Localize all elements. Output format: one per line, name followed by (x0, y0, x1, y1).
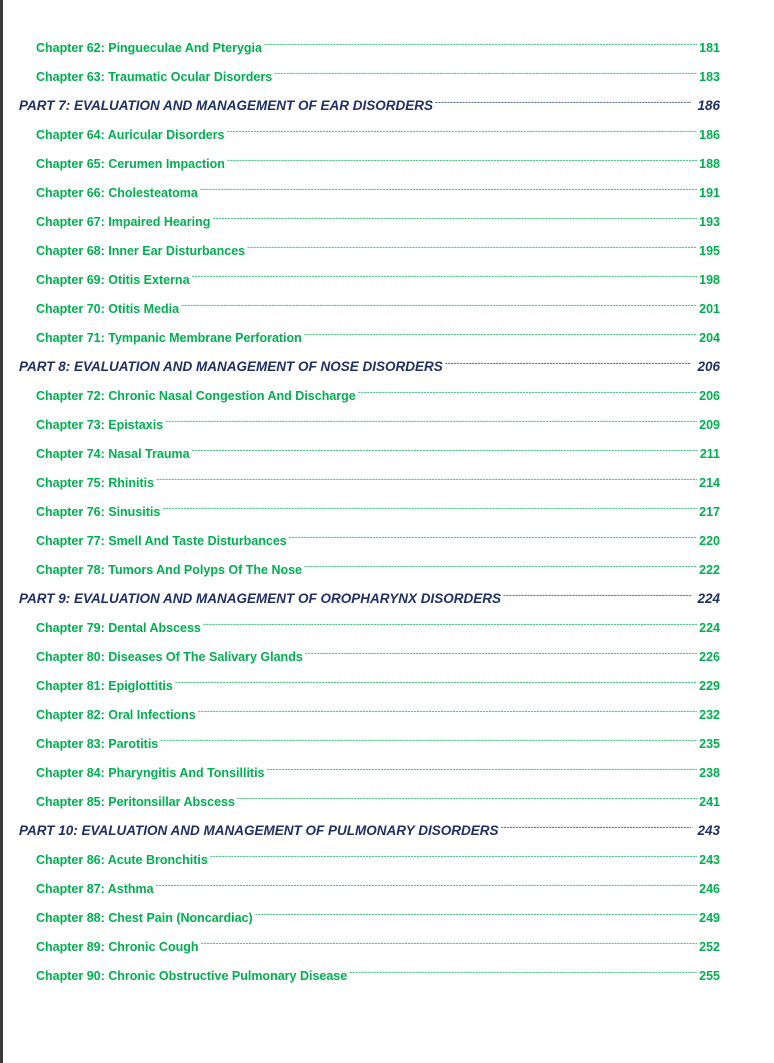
dot-leader (181, 301, 697, 313)
toc-chapter-entry[interactable] (0, 212, 774, 241)
entry-page-number: 181 (699, 41, 720, 55)
entry-title: Chapter 77: Smell And Taste Disturbances (36, 534, 287, 548)
toc-chapter-entry[interactable] (0, 734, 774, 763)
dot-leader (358, 388, 697, 400)
dot-leader (247, 243, 697, 255)
entry-page-number: 238 (699, 766, 720, 780)
dot-leader (267, 765, 698, 777)
entry-title: Chapter 80: Diseases Of The Salivary Glands (36, 650, 303, 664)
dot-leader (349, 968, 697, 980)
entry-page-number: 255 (699, 969, 720, 983)
toc-chapter-entry[interactable] (0, 560, 774, 589)
toc-chapter-entry[interactable] (0, 67, 774, 96)
toc-part-entry[interactable] (0, 589, 774, 618)
entry-title: Chapter 72: Chronic Nasal Congestion And Discharge (36, 389, 356, 403)
entry-title: PART 8: EVALUATION AND MANAGEMENT OF NOSE DISORDERS (19, 359, 443, 374)
entry-page-number: 195 (699, 244, 720, 258)
entry-page-number: 224 (697, 591, 720, 606)
entry-page-number: 206 (697, 359, 720, 374)
toc-chapter-entry[interactable] (0, 299, 774, 328)
entry-title: PART 10: EVALUATION AND MANAGEMENT OF PULMONARY DISORDERS (19, 823, 499, 838)
entry-page-number: 206 (699, 389, 720, 403)
dot-leader (156, 881, 698, 893)
dot-leader (201, 939, 698, 951)
entry-title: Chapter 90: Chronic Obstructive Pulmonary Disease (36, 969, 348, 983)
toc-chapter-entry[interactable] (0, 618, 774, 647)
entry-title: Chapter 86: Acute Bronchitis (36, 853, 208, 867)
entry-title: Chapter 62: Pingueculae And Pterygia (36, 41, 262, 55)
entry-page-number: 198 (699, 273, 720, 287)
entry-page-number: 229 (699, 679, 720, 693)
entry-page-number: 183 (699, 70, 720, 84)
dot-leader (445, 359, 692, 371)
entry-title: Chapter 68: Inner Ear Disturbances (36, 244, 246, 258)
toc-chapter-entry[interactable] (0, 531, 774, 560)
dot-leader (203, 620, 697, 632)
entry-title: PART 9: EVALUATION AND MANAGEMENT OF OROPHARYNX DISORDERS (19, 591, 502, 606)
entry-title: Chapter 87: Asthma (36, 882, 154, 896)
toc-part-entry[interactable] (0, 96, 774, 125)
dot-leader (226, 127, 697, 139)
entry-page-number: 191 (699, 186, 720, 200)
toc-chapter-entry[interactable] (0, 937, 774, 966)
toc-chapter-entry[interactable] (0, 328, 774, 357)
entry-page-number: 193 (699, 215, 720, 229)
entry-title: Chapter 81: Epiglottitis (36, 679, 173, 693)
entry-page-number: 214 (699, 476, 720, 490)
dot-leader (200, 185, 697, 197)
entry-page-number: 209 (699, 418, 720, 432)
entry-page-number: 243 (699, 853, 720, 867)
entry-page-number: 241 (699, 795, 720, 809)
dot-leader (192, 272, 698, 284)
toc-chapter-entry[interactable] (0, 850, 774, 879)
entry-page-number: 186 (697, 98, 720, 113)
dot-leader (227, 156, 697, 168)
dot-leader (304, 562, 697, 574)
toc-part-entry[interactable] (0, 821, 774, 850)
toc-chapter-entry[interactable] (0, 444, 774, 473)
entry-page-number: 186 (699, 128, 720, 142)
entry-title: Chapter 75: Rhinitis (36, 476, 155, 490)
toc-chapter-entry[interactable] (0, 647, 774, 676)
dot-leader (210, 852, 697, 864)
dot-leader (175, 678, 697, 690)
entry-page-number: 188 (699, 157, 720, 171)
entry-page-number: 217 (699, 505, 720, 519)
entry-title: Chapter 66: Cholesteatoma (36, 186, 198, 200)
entry-title: Chapter 78: Tumors And Polyps Of The Nose (36, 563, 303, 577)
entry-page-number: 220 (699, 534, 720, 548)
entry-page-number: 243 (697, 823, 720, 838)
toc-part-entry[interactable] (0, 357, 774, 386)
dot-leader (237, 794, 697, 806)
entry-title: Chapter 64: Auricular Disorders (36, 128, 225, 142)
entry-page-number: 204 (699, 331, 720, 345)
dot-leader (212, 214, 697, 226)
dot-leader (255, 910, 697, 922)
table-of-contents (0, 38, 774, 995)
entry-title: Chapter 63: Traumatic Ocular Disorders (36, 70, 273, 84)
dot-leader (503, 591, 691, 603)
dot-leader (156, 475, 697, 487)
entry-page-number: 222 (699, 563, 720, 577)
entry-page-number: 232 (699, 708, 720, 722)
toc-chapter-entry[interactable] (0, 154, 774, 183)
entry-page-number: 224 (699, 621, 720, 635)
toc-chapter-entry[interactable] (0, 473, 774, 502)
dot-leader (305, 649, 697, 661)
toc-chapter-entry[interactable] (0, 502, 774, 531)
toc-chapter-entry[interactable] (0, 386, 774, 415)
entry-title: Chapter 79: Dental Abscess (36, 621, 201, 635)
toc-chapter-entry[interactable] (0, 792, 774, 821)
toc-chapter-entry[interactable] (0, 676, 774, 705)
entry-title: Chapter 85: Peritonsillar Abscess (36, 795, 235, 809)
toc-chapter-entry[interactable] (0, 270, 774, 299)
dot-leader (274, 69, 697, 81)
dot-leader (304, 330, 697, 342)
toc-chapter-entry[interactable] (0, 183, 774, 212)
dot-leader (162, 504, 697, 516)
toc-chapter-entry[interactable] (0, 38, 774, 67)
entry-title: Chapter 73: Epistaxis (36, 418, 164, 432)
toc-chapter-entry[interactable] (0, 763, 774, 792)
entry-title: Chapter 65: Cerumen Impaction (36, 157, 225, 171)
entry-title: Chapter 74: Nasal Trauma (36, 447, 190, 461)
dot-leader (192, 446, 698, 458)
entry-title: Chapter 88: Chest Pain (Noncardiac) (36, 911, 253, 925)
dot-leader (435, 98, 691, 110)
toc-chapter-entry[interactable] (0, 705, 774, 734)
entry-page-number: 226 (699, 650, 720, 664)
entry-title: Chapter 89: Chronic Cough (36, 940, 199, 954)
entry-page-number: 252 (699, 940, 720, 954)
entry-title: Chapter 67: Impaired Hearing (36, 215, 211, 229)
dot-leader (165, 417, 697, 429)
dot-leader (289, 533, 697, 545)
dot-leader (160, 736, 697, 748)
entry-title: Chapter 84: Pharyngitis And Tonsillitis (36, 766, 265, 780)
entry-page-number: 201 (699, 302, 720, 316)
entry-title: Chapter 71: Tympanic Membrane Perforation (36, 331, 302, 345)
dot-leader (264, 40, 697, 52)
entry-title: Chapter 76: Sinusitis (36, 505, 161, 519)
toc-chapter-entry[interactable] (0, 908, 774, 937)
entry-title: PART 7: EVALUATION AND MANAGEMENT OF EAR DISORDERS (19, 98, 434, 113)
toc-chapter-entry[interactable] (0, 125, 774, 154)
toc-chapter-entry[interactable] (0, 966, 774, 995)
entry-page-number: 211 (699, 447, 720, 461)
dot-leader (501, 823, 692, 835)
toc-chapter-entry[interactable] (0, 241, 774, 270)
entry-page-number: 235 (699, 737, 720, 751)
entry-page-number: 249 (699, 911, 720, 925)
entry-page-number: 246 (699, 882, 720, 896)
toc-chapter-entry[interactable] (0, 879, 774, 908)
entry-title: Chapter 83: Parotitis (36, 737, 159, 751)
dot-leader (198, 707, 697, 719)
entry-title: Chapter 69: Otitis Externa (36, 273, 190, 287)
entry-title: Chapter 82: Oral Infections (36, 708, 196, 722)
toc-chapter-entry[interactable] (0, 415, 774, 444)
entry-title: Chapter 70: Otitis Media (36, 302, 180, 316)
